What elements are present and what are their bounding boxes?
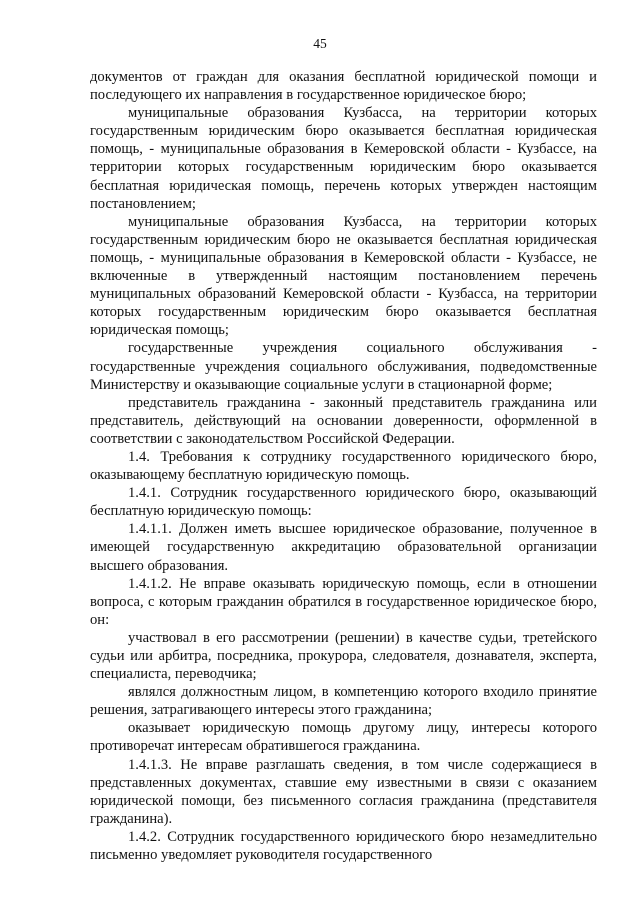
section-1-4-1: 1.4.1. Сотрудник государственного юридического бюро, оказывающий бесплатную юридическую помощь: bbox=[90, 485, 597, 520]
list-item-official: являлся должностным лицом, в компетенцию которого входило принятие решения, затрагивающего интересы этого гражданина; bbox=[90, 684, 597, 719]
paragraph-1: документов от граждан для оказания бесплатной юридической помощи и последующего их направления в государственное юридическое бюро; bbox=[90, 69, 597, 104]
document-body bbox=[90, 68, 597, 864]
section-1-4-1-3: 1.4.1.3. Не вправе разглашать сведения, в том числе содержащиеся в представленных документах, ставшие ему известными в связи с оказанием юридической помощи, без письменного согласия гражданина (представителя гражданина). bbox=[90, 756, 597, 827]
paragraph-2: муниципальные образования Кузбасса, на территории которых государственным юридическим бюро оказывается бесплатная юридическая помощь, - муниципальные образования в Кемеровской области - Кузбассе, на территории которых государственным юридическим бюро оказывается бесплатная юридическая помощь, перечень которых утвержден настоящим постановлением; bbox=[90, 105, 597, 212]
section-1-4-2: 1.4.2. Сотрудник государственного юридического бюро незамедлительно письменно уведомляет руководителя государственного bbox=[90, 828, 597, 864]
paragraph-5: представитель гражданина - законный представитель гражданина или представитель, действующий на основании доверенности, оформленной в соответствии с законодательством Российской Федерации. bbox=[90, 394, 597, 447]
paragraph-4: государственные учреждения социального обслуживания - государственные учреждения социального обслуживания, подведомственные Министерству и оказывающие социальные услуги в стационарной форме; bbox=[90, 340, 597, 393]
section-1-4-heading: 1.4. Требования к сотруднику государственного юридического бюро, оказывающему бесплатную юридическую помощь. bbox=[90, 448, 597, 484]
paragraph-3: муниципальные образования Кузбасса, на территории которых государственным юридическим бюро не оказывается бесплатная юридическая помощь, - муниципальные образования в Кемеровской области - Кузбассе, не включенные в утвержденный настоящим постановлением перечень муниципальных образований Кемеровской области - Кузбасса, на территории которых государственным юридическим бюро оказывается бесплатная юридическая помощь; bbox=[90, 213, 597, 339]
list-item-conflict: оказывает юридическую помощь другому лицу, интересы которого противоречат интересам обратившегося гражданина. bbox=[90, 720, 597, 755]
section-1-4-1-1: 1.4.1.1. Должен иметь высшее юридическое образование, полученное в имеющей государственную аккредитацию образовательной организации высшего образования. bbox=[90, 521, 597, 574]
list-item-participated: участвовал в его рассмотрении (решении) в качестве судьи, третейского судьи или арбитра, посредника, прокурора, следователя, дознавателя, эксперта, специалиста, переводчика; bbox=[90, 629, 597, 683]
section-1-4-1-2: 1.4.1.2. Не вправе оказывать юридическую помощь, если в отношении вопроса, с которым гражданин обратился в государственное юридическое бюро, он: bbox=[90, 575, 597, 628]
page-number: 45 bbox=[313, 36, 327, 51]
